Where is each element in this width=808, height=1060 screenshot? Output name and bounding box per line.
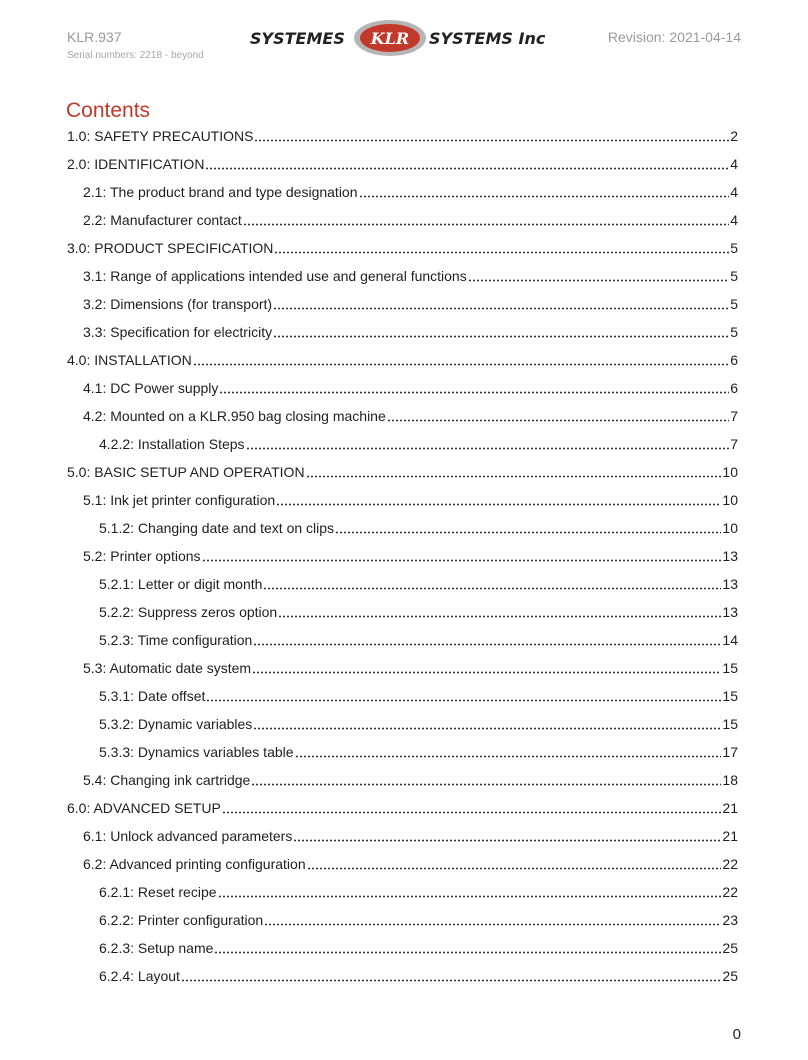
- toc-dot-leader: [264, 914, 721, 926]
- toc-dot-leader: [218, 886, 722, 898]
- toc-entry-label: 5.2: Printer options: [83, 548, 201, 564]
- toc-entry-label: 5.1: Ink jet printer configuration: [83, 492, 276, 508]
- toc-entry-label: 6.0: ADVANCED SETUP: [67, 800, 221, 816]
- toc-dot-leader: [214, 942, 721, 954]
- toc-entry-label: 5.2.3: Time configuration: [99, 632, 253, 648]
- toc-entry-label: 5.1.2: Changing date and text on clips: [99, 520, 335, 536]
- toc-entry-page: 5: [730, 324, 738, 340]
- toc-entry-page: 13: [722, 548, 738, 564]
- toc-entry-label: 6.2.4: Layout: [99, 968, 180, 984]
- revision-date: Revision: 2021-04-14: [607, 29, 741, 45]
- toc-entry[interactable]: [99, 684, 738, 708]
- toc-dot-leader: [202, 550, 722, 562]
- toc-dot-leader: [222, 802, 722, 814]
- toc-entry-label: 6.1: Unlock advanced parameters: [83, 828, 293, 844]
- toc-dot-leader: [263, 578, 721, 590]
- toc-dot-leader: [254, 130, 729, 142]
- toc-entry-label: 3.1: Range of applications intended use and general functions: [83, 268, 467, 284]
- toc-entry[interactable]: [99, 712, 738, 736]
- logo-text-left: SYSTEMES: [250, 29, 345, 48]
- toc-entry-page: 4: [730, 212, 738, 228]
- toc-entry[interactable]: [99, 572, 738, 596]
- toc-entry[interactable]: [67, 124, 738, 148]
- toc-dot-leader: [278, 606, 721, 618]
- toc-entry[interactable]: [99, 628, 738, 652]
- toc-dot-leader: [253, 634, 721, 646]
- toc-entry-label: 2.0: IDENTIFICATION: [67, 156, 205, 172]
- toc-dot-leader: [293, 830, 721, 842]
- toc-entry-label: 4.2: Mounted on a KLR.950 bag closing machine: [83, 408, 386, 424]
- toc-dot-leader: [252, 662, 721, 674]
- toc-dot-leader: [219, 382, 729, 394]
- toc-dot-leader: [181, 970, 721, 982]
- toc-entry[interactable]: [83, 852, 738, 876]
- toc-entry-page: 4: [730, 184, 738, 200]
- toc-entry[interactable]: [99, 740, 738, 764]
- toc-entry-page: 4: [730, 156, 738, 172]
- toc-entry-page: 6: [730, 352, 738, 368]
- serial-numbers: Serial numbers: 2218 - beyond: [67, 50, 204, 61]
- toc-entry-label: 4.0: INSTALLATION: [67, 352, 192, 368]
- toc-entry-label: 3.3: Specification for electricity: [83, 324, 273, 340]
- toc-entry[interactable]: [67, 236, 738, 260]
- toc-dot-leader: [307, 858, 722, 870]
- logo-mark: KLR: [370, 29, 410, 48]
- toc-entry-page: 15: [722, 688, 738, 704]
- toc-entry-label: 2.2: Manufacturer contact: [83, 212, 242, 228]
- toc-entry-label: 5.3.3: Dynamics variables table: [99, 744, 294, 760]
- toc-entry[interactable]: [67, 460, 738, 484]
- toc-title: Contents: [66, 99, 151, 122]
- toc-entry-label: 5.3.1: Date offset: [99, 688, 206, 704]
- toc-entry-page: 13: [722, 576, 738, 592]
- document-code: KLR.937: [67, 29, 122, 45]
- toc-entry-page: 5: [730, 296, 738, 312]
- toc-dot-leader: [335, 522, 721, 534]
- toc-entry[interactable]: [67, 796, 738, 820]
- toc-entry-label: 3.0: PRODUCT SPECIFICATION: [67, 240, 274, 256]
- toc-entry[interactable]: [83, 768, 738, 792]
- toc-entry-label: 6.2: Advanced printing configuration: [83, 856, 306, 872]
- toc-dot-leader: [274, 242, 729, 254]
- toc-entry-label: 5.2.1: Letter or digit month: [99, 576, 263, 592]
- toc-entry-label: 5.3: Automatic date system: [83, 660, 252, 676]
- toc-entry-page: 21: [722, 800, 738, 816]
- toc-dot-leader: [273, 326, 729, 338]
- toc-dot-leader: [251, 774, 721, 786]
- toc-entry-page: 6: [730, 380, 738, 396]
- toc-entry-page: 25: [722, 968, 738, 984]
- toc-entry-label: 5.0: BASIC SETUP AND OPERATION: [67, 464, 305, 480]
- toc-dot-leader: [246, 438, 729, 450]
- toc-entry-page: 25: [722, 940, 738, 956]
- toc-entry[interactable]: [99, 908, 738, 932]
- toc-entry-label: 6.2.2: Printer configuration: [99, 912, 264, 928]
- toc-entry-page: 15: [722, 660, 738, 676]
- toc-entry-label: 3.2: Dimensions (for transport): [83, 296, 273, 312]
- toc-entry[interactable]: [83, 264, 738, 288]
- toc-entry-label: 5.2.2: Suppress zeros option: [99, 604, 278, 620]
- toc-entry-page: 13: [722, 604, 738, 620]
- toc-entry-label: 6.2.1: Reset recipe: [99, 884, 217, 900]
- toc-entry[interactable]: [99, 936, 738, 960]
- toc-entry-label: 4.2.2: Installation Steps: [99, 436, 245, 452]
- toc-entry-page: 7: [730, 436, 738, 452]
- toc-entry-label: 6.2.3: Setup name: [99, 940, 214, 956]
- toc-dot-leader: [273, 298, 729, 310]
- toc-dot-leader: [276, 494, 721, 506]
- klr-emblem-icon: [354, 20, 426, 56]
- toc-entry-page: 10: [722, 492, 738, 508]
- toc-entry[interactable]: [83, 292, 738, 316]
- toc-entry-label: 4.1: DC Power supply: [83, 380, 219, 396]
- toc-dot-leader: [306, 466, 722, 478]
- toc-entry-page: 7: [730, 408, 738, 424]
- toc-entry-page: 5: [730, 240, 738, 256]
- toc-entry-label: 1.0: SAFETY PRECAUTIONS: [67, 128, 254, 144]
- toc-entry-page: 18: [722, 772, 738, 788]
- toc-entry[interactable]: [67, 152, 738, 176]
- toc-entry[interactable]: [83, 488, 738, 512]
- toc-entry[interactable]: [99, 880, 738, 904]
- toc-dot-leader: [468, 270, 729, 282]
- toc-entry[interactable]: [83, 208, 738, 232]
- toc-entry-page: 10: [722, 520, 738, 536]
- toc-entry[interactable]: [67, 348, 738, 372]
- toc-entry-page: 21: [722, 828, 738, 844]
- toc-entry-page: 5: [730, 268, 738, 284]
- toc-entry-page: 10: [722, 464, 738, 480]
- toc-entry[interactable]: [99, 516, 738, 540]
- toc-entry[interactable]: [83, 824, 738, 848]
- toc-entry-page: 23: [722, 912, 738, 928]
- toc-dot-leader: [387, 410, 729, 422]
- toc-dot-leader: [193, 354, 729, 366]
- toc-entry-label: 2.1: The product brand and type designation: [83, 184, 358, 200]
- toc-dot-leader: [206, 690, 721, 702]
- toc-entry[interactable]: [83, 320, 738, 344]
- toc-entry-page: 22: [722, 884, 738, 900]
- toc-entry[interactable]: [83, 656, 738, 680]
- toc-dot-leader: [295, 746, 722, 758]
- toc-dot-leader: [243, 214, 729, 226]
- toc-entry-label: 5.3.2: Dynamic variables: [99, 716, 253, 732]
- logo-text-right: SYSTEMS Inc: [429, 29, 546, 48]
- toc-entry[interactable]: [99, 964, 738, 988]
- page-header: [0, 0, 808, 70]
- toc-entry[interactable]: [99, 600, 738, 624]
- toc-entry[interactable]: [83, 180, 738, 204]
- toc-entry-label: 5.4: Changing ink cartridge: [83, 772, 251, 788]
- toc-dot-leader: [253, 718, 721, 730]
- toc-entry-page: 22: [722, 856, 738, 872]
- company-logo: [248, 18, 546, 58]
- toc-entry[interactable]: [83, 544, 738, 568]
- toc-entry[interactable]: [99, 432, 738, 456]
- toc-dot-leader: [205, 158, 729, 170]
- toc-entry-page: 15: [722, 716, 738, 732]
- toc-entry[interactable]: [83, 404, 738, 428]
- toc-entry-page: 17: [722, 744, 738, 760]
- toc-entry-page: 2: [730, 128, 738, 144]
- toc-entry[interactable]: [83, 376, 738, 400]
- toc-dot-leader: [359, 186, 730, 198]
- toc-entry-page: 14: [722, 632, 738, 648]
- page-number: 0: [732, 1026, 741, 1043]
